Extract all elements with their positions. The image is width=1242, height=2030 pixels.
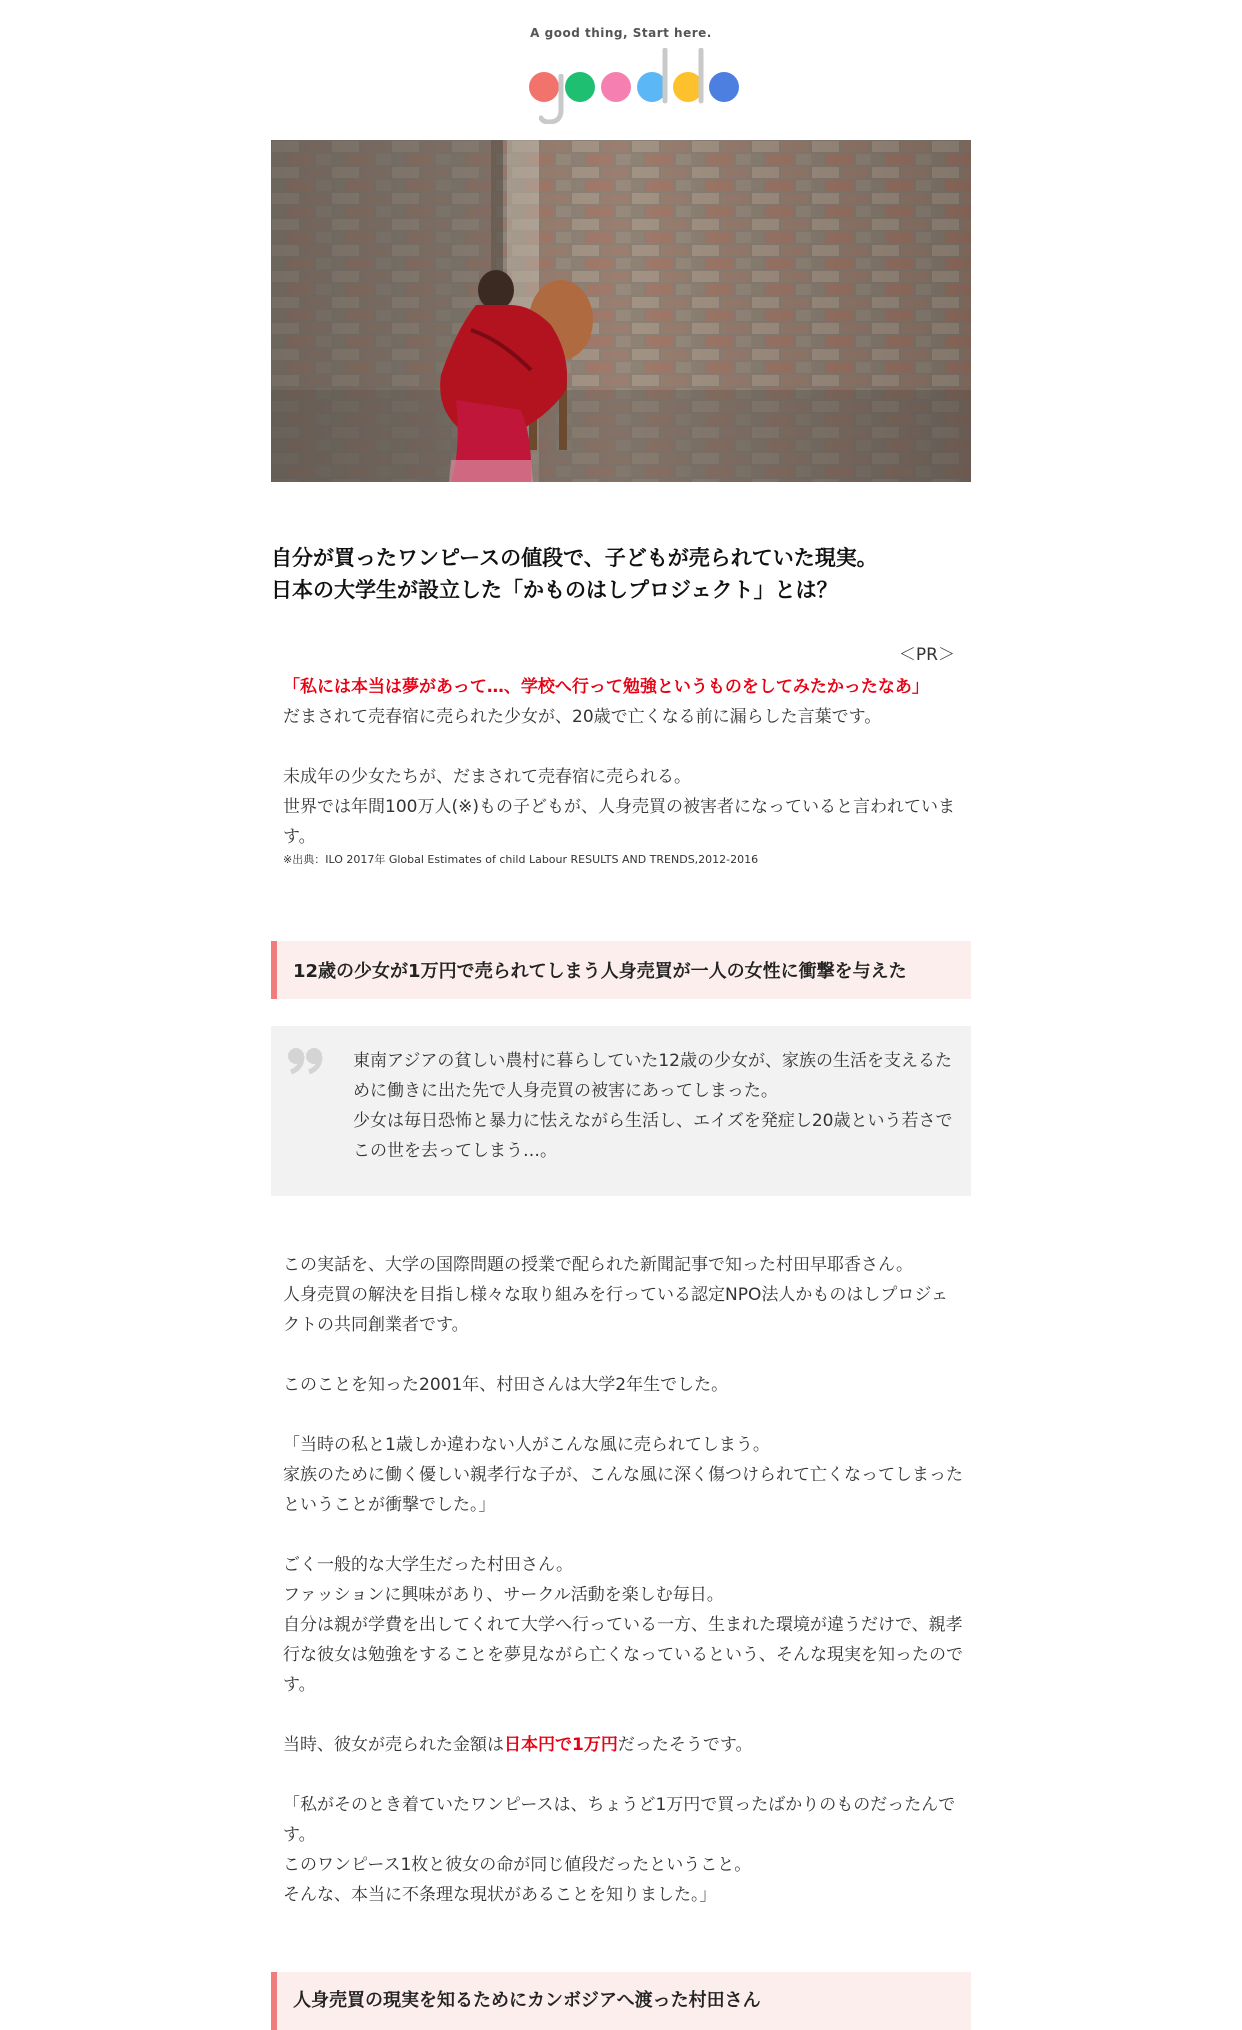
paragraph-7 [283,1730,963,1760]
section-heading-2 [271,1972,971,2030]
paragraph-6-line-3: 自分は親が学費を出してくれて大学へ行っている一方、生まれた環境が違うだけで、親孝行な彼女は勉強をすることを夢見ながら亡くなっているという、そんな現実を知ったのです。 [283,1615,963,1695]
blockquote-text [353,1046,953,1166]
article-body [283,1250,963,1910]
article-headline [271,542,971,606]
paragraph-5-line-1: 「当時の私と1歳しか違わない人がこんな風に売られてしまう。 [283,1435,770,1455]
logo-dot-o1 [565,72,595,102]
paragraph-7-highlight: 日本円で1万円 [504,1735,618,1755]
intro-paragraph-2-line-1: 未成年の少女たちが、だまされて売春宿に売られる。 [283,767,691,787]
source-note: ※出典：ILO 2017年 Global Estimates of child Labour RESULTS AND TRENDS,2012-2016 [283,853,759,866]
paragraph-3-line-2: 人身売買の解決を目指し様々な取り組みを行っている認定NPO法人かものはしプロジェクトの共同創業者です。 [283,1285,949,1335]
section-heading-1 [271,941,971,999]
paragraph-8-line-1: 「私がそのとき着ていたワンピースは、ちょうど1万円で買ったばかりのものだったんです。 [283,1795,956,1845]
logo-dot-o3 [709,72,739,102]
headline-line-1: 自分が買ったワンピースの値段で、子どもが売られていた現実。 [271,546,878,570]
section-heading-2-text: 人身売買の現実を知るためにカンボジアへ渡った村田さん [293,1990,761,2011]
hero-photo [271,140,971,482]
paragraph-7-after: だったそうです。 [617,1735,753,1755]
blockquote-line-1: 東南アジアの貧しい農村に暮らしていた12歳の少女が、家族の生活を支えるために働きに出た先で人身売買の被害にあってしまった。 [353,1051,952,1101]
headline-line-2: 日本の大学生が設立した「かものはしプロジェクト」とは？ [271,578,838,602]
blockquote [271,1026,971,1196]
blockquote-line-2: 少女は毎日恐怖と暴力に怯えながら生活し、エイズを発症し20歳という若さでこの世を去ってしまう…。 [353,1111,953,1161]
site-header [0,26,1242,106]
intro-paragraph-1: だまされて売春宿に売られた少女が、20歳で亡くなる前に漏らした言葉です。 [283,707,882,727]
logo-dot-o2 [601,72,631,102]
intro-paragraph-2-line-2: 世界では年間100万人(※)もの子どもが、人身売買の被害者になっていると言われています。 [283,797,955,847]
intro-block [283,672,963,868]
site-tagline: A good thing, Start here. [530,26,712,40]
paragraph-6-line-2: ファッションに興味があり、サークル活動を楽しむ毎日。 [283,1585,724,1605]
pr-label: ＜PR＞ [898,645,955,665]
paragraph-8-line-3: そんな、本当に不条理な現状があることを知りました。」 [283,1885,717,1905]
section-heading-1-text: 12歳の少女が1万円で売られてしまう人身売買が一人の女性に衝撃を与えた [293,961,907,982]
quote-mark-icon [287,1046,327,1076]
paragraph-4: このことを知った2001年、村田さんは大学2年生でした。 [283,1375,729,1395]
paragraph-5-line-2: 家族のために働く優しい親孝行な子が、こんな風に深く傷つけられて亡くなってしまったということが衝撃でした。」 [283,1465,963,1515]
paragraph-3-line-1: この実話を、大学の国際問題の授業で配られた新聞記事で知った村田早耶香さん。 [283,1255,914,1275]
intro-quote: 「私には本当は夢があって…、学校へ行って勉強というものをしてみたかったなあ」 [283,677,929,697]
paragraph-6-line-1: ごく一般的な大学生だった村田さん。 [283,1555,574,1575]
paragraph-7-before: 当時、彼女が売られた金額は [283,1735,504,1755]
goodo-logo[interactable] [511,48,731,106]
paragraph-8-line-2: このワンピース1枚と彼女の命が同じ値段だったということ。 [283,1855,752,1875]
